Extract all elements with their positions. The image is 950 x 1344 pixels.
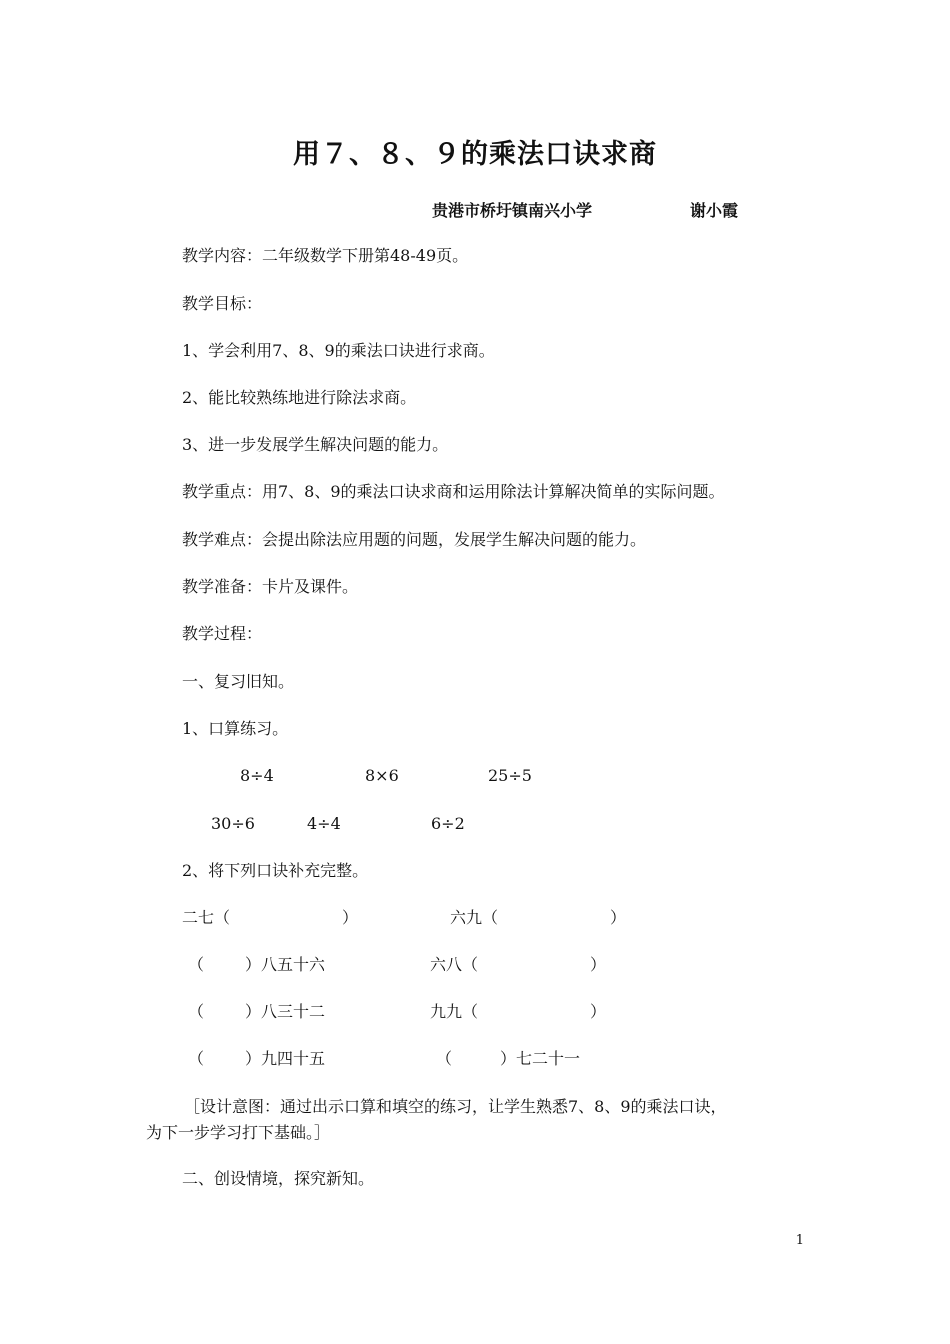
oral-problem: 8÷4 [240,766,274,785]
oral-problem: 30÷6 [211,814,255,833]
goal-item: 3、进一步发展学生解决问题的能力。 [182,435,449,454]
fill-blank-left: （ [188,1002,205,1021]
fill-blank-left: （ [188,1049,205,1068]
page-number: 1 [795,1233,804,1248]
goal-item: 2、能比较熟练地进行除法求商。 [182,388,417,407]
oral-problem: 25÷5 [488,766,532,785]
preparation: 教学准备：卡片及课件。 [182,577,359,596]
author-name: 谢小霞 [690,201,739,220]
fill-blank-right: ）八三十二 [245,1002,326,1021]
document-title: 用７、８、９的乘法口诀求商 [293,139,657,170]
process-heading: 教学过程： [182,624,263,643]
oral-problem: 4÷4 [307,814,341,833]
fill-blank-right: ）七二十一 [500,1049,581,1068]
difficulty: 教学难点：会提出除法应用题的问题，发展学生解决问题的能力。 [182,530,647,549]
exercise-item: 2、将下列口诀补充完整。 [182,861,369,880]
fill-blank-left: 六九（ [450,908,499,927]
teaching-content: 教学内容：二年级数学下册第48-49页。 [182,246,469,265]
fill-blank-left: （ [188,955,205,974]
fill-blank-right: ） [610,908,627,927]
key-point: 教学重点：用7、8、9的乘法口诀求商和运用除法计算解决简单的实际问题。 [182,482,725,501]
section-heading: 二、创设情境，探究新知。 [182,1169,375,1188]
fill-blank-left: 二七（ [182,908,231,927]
fill-blank-right: ） [590,955,607,974]
fill-blank-right: ） [342,908,359,927]
design-intent-continued: 为下一步学习打下基础。］ [146,1123,331,1142]
oral-problem: 8×6 [365,766,399,785]
fill-blank-left: 六八（ [430,955,479,974]
goals-heading: 教学目标： [182,294,263,313]
school-name: 贵港市桥圩镇南兴小学 [432,201,593,220]
fill-blank-right: ）八五十六 [245,955,326,974]
fill-blank-left: （ [436,1049,453,1068]
design-intent: ［设计意图：通过出示口算和填空的练习，让学生熟悉7、8、9的乘法口诀， [184,1097,727,1116]
fill-blank-right: ）九四十五 [245,1049,326,1068]
exercise-item: 1、口算练习。 [182,719,289,738]
fill-blank-left: 九九（ [430,1002,479,1021]
fill-blank-right: ） [590,1002,607,1021]
goal-item: 1、学会利用7、8、9的乘法口诀进行求商。 [182,341,495,360]
oral-problem: 6÷2 [431,814,465,833]
section-heading: 一、复习旧知。 [182,672,295,691]
